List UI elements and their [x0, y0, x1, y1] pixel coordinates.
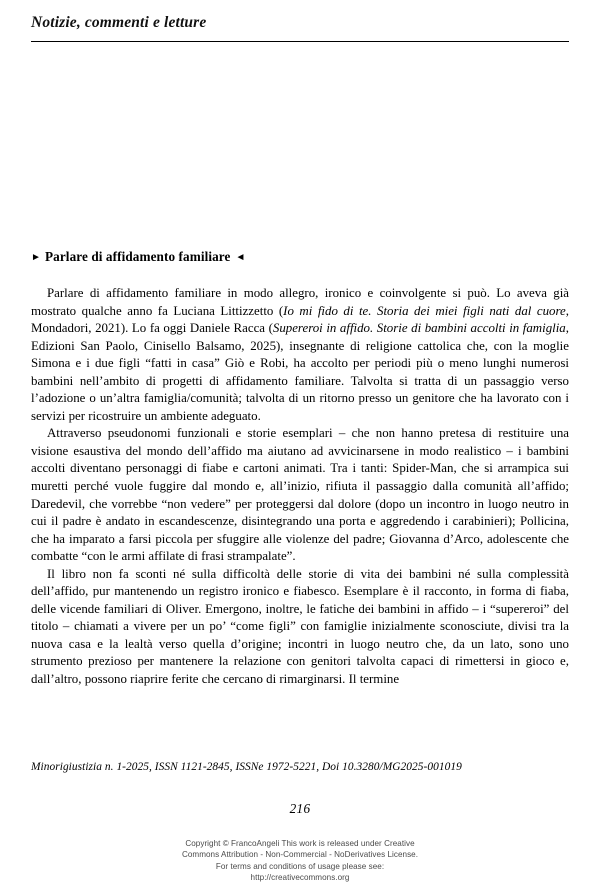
book-title-italic: Io mi fido di te. Storia dei miei figli nati dal cuore	[283, 303, 566, 318]
running-header	[31, 14, 569, 31]
section-heading	[31, 249, 569, 265]
article-body	[31, 285, 569, 689]
body-text-run: , Edizioni San Paolo, Cinisello Balsamo, 2025), insegnante di religione cattolica che, con la moglie Simona e i due figli “fatti in casa” Giò e Robi, ha accolto per periodi più o meno lunghi numerosi bambini nell’ambito di progetti di affidamento familiare. Talvolta si tratta di un passaggio verso l’adozione o un’altra famiglia/comunità; talvolta di un ritorno presso un genitore che ha lavorato con i servizi per ricostruire un ambiente adeguato.	[31, 321, 569, 423]
triangle-left-icon: ◄	[235, 251, 246, 263]
journal-citation: Minorigiustizia n. 1-2025, ISSN 1121-2845, ISSNe 1972-5221, Doi 10.3280/MG2025-001019	[31, 761, 462, 773]
copyright-line-1: Copyright © FrancoAngeli This work is released under Creative	[185, 839, 415, 848]
body-text-run: , Mondadori, 2021). Lo fa oggi Daniele Racca (	[31, 303, 569, 336]
body-text-run: Attraverso pseudonomi funzionali e storie esemplari – che non hanno pretesa di restituire una visione esaustiva del mondo dell’affido ma aiutano ad avvicinarsene in modo realistico – i bambini accolti diventano personaggi di fiabe e cartoni animati. Tra i tanti: Spider-Man, che si arrampica sui muretti perché vuole fuggire dal mondo e, all’inizio, rifiuta il passaggio dalla comunità all’affido; Daredevil, che vorrebbe “non vedere” per proteggersi dal dolore (dopo un incontro in luogo neutro in cui il padre è andato in escandescenze, disintegrando una porta e aggredendo i carabinieri); Pollicina, che ha imparato a farsi piccola per sfuggire alle violenze del padre; Giovanna d’Arco, adolescente che combatte “con le armi affilate di frasi strampalate”.	[31, 426, 569, 564]
copyright-line-2: Commons Attribution - Non-Commercial - NoDerivatives License.	[181, 850, 419, 860]
header-divider-rule	[31, 41, 569, 42]
body-text-run: Il libro non fa sconti né sulla difficoltà delle storie di vita dei bambini né sulla complessità dell’affido, pur mantenendo un registro ironico e fiabesco. Esemplare è il racconto, in forma di fiaba, delle vicende familiari di Oliver. Emergono, inoltre, le fatiche dei bambini in affido – i “supereroi” del titolo – chiamati a vivere per un po’ “come figli” con famiglie inizialmente sconosciute, divisi tra la nuova casa e la lealtà verso quella d’origine; incontri in luogo neutro che, da un lato, sono uno strumento prezioso per mantenere la relazione con genitori talvolta capaci di rimettersi in gioco e, dall’altro, possono riaprire ferite che cercano di rimarginarsi. Il termine	[31, 566, 569, 687]
triangle-right-icon: ►	[31, 251, 41, 263]
section-heading-title: Parlare di affidamento familiare	[45, 249, 231, 264]
body-paragraph	[31, 425, 569, 565]
copyright-line-3: For terms and conditions of usage please see:	[215, 861, 385, 871]
body-paragraph	[31, 285, 569, 425]
page-number: 216	[289, 801, 311, 816]
body-text-run: Parlare di affidamento familiare in modo allegro, ironico e coinvolgente si può. Lo aveva già mostrato qualche anno fa Luciana Littizzetto (	[31, 286, 569, 318]
book-title-italic: Supereroi in affido. Storie di bambini accolti in famiglia	[272, 321, 566, 336]
body-paragraph	[31, 566, 569, 689]
running-header-title: Notizie, commenti e letture	[31, 14, 207, 31]
copyright-notice	[0, 838, 600, 884]
copyright-license-url: http://creativecommons.org	[250, 873, 350, 883]
